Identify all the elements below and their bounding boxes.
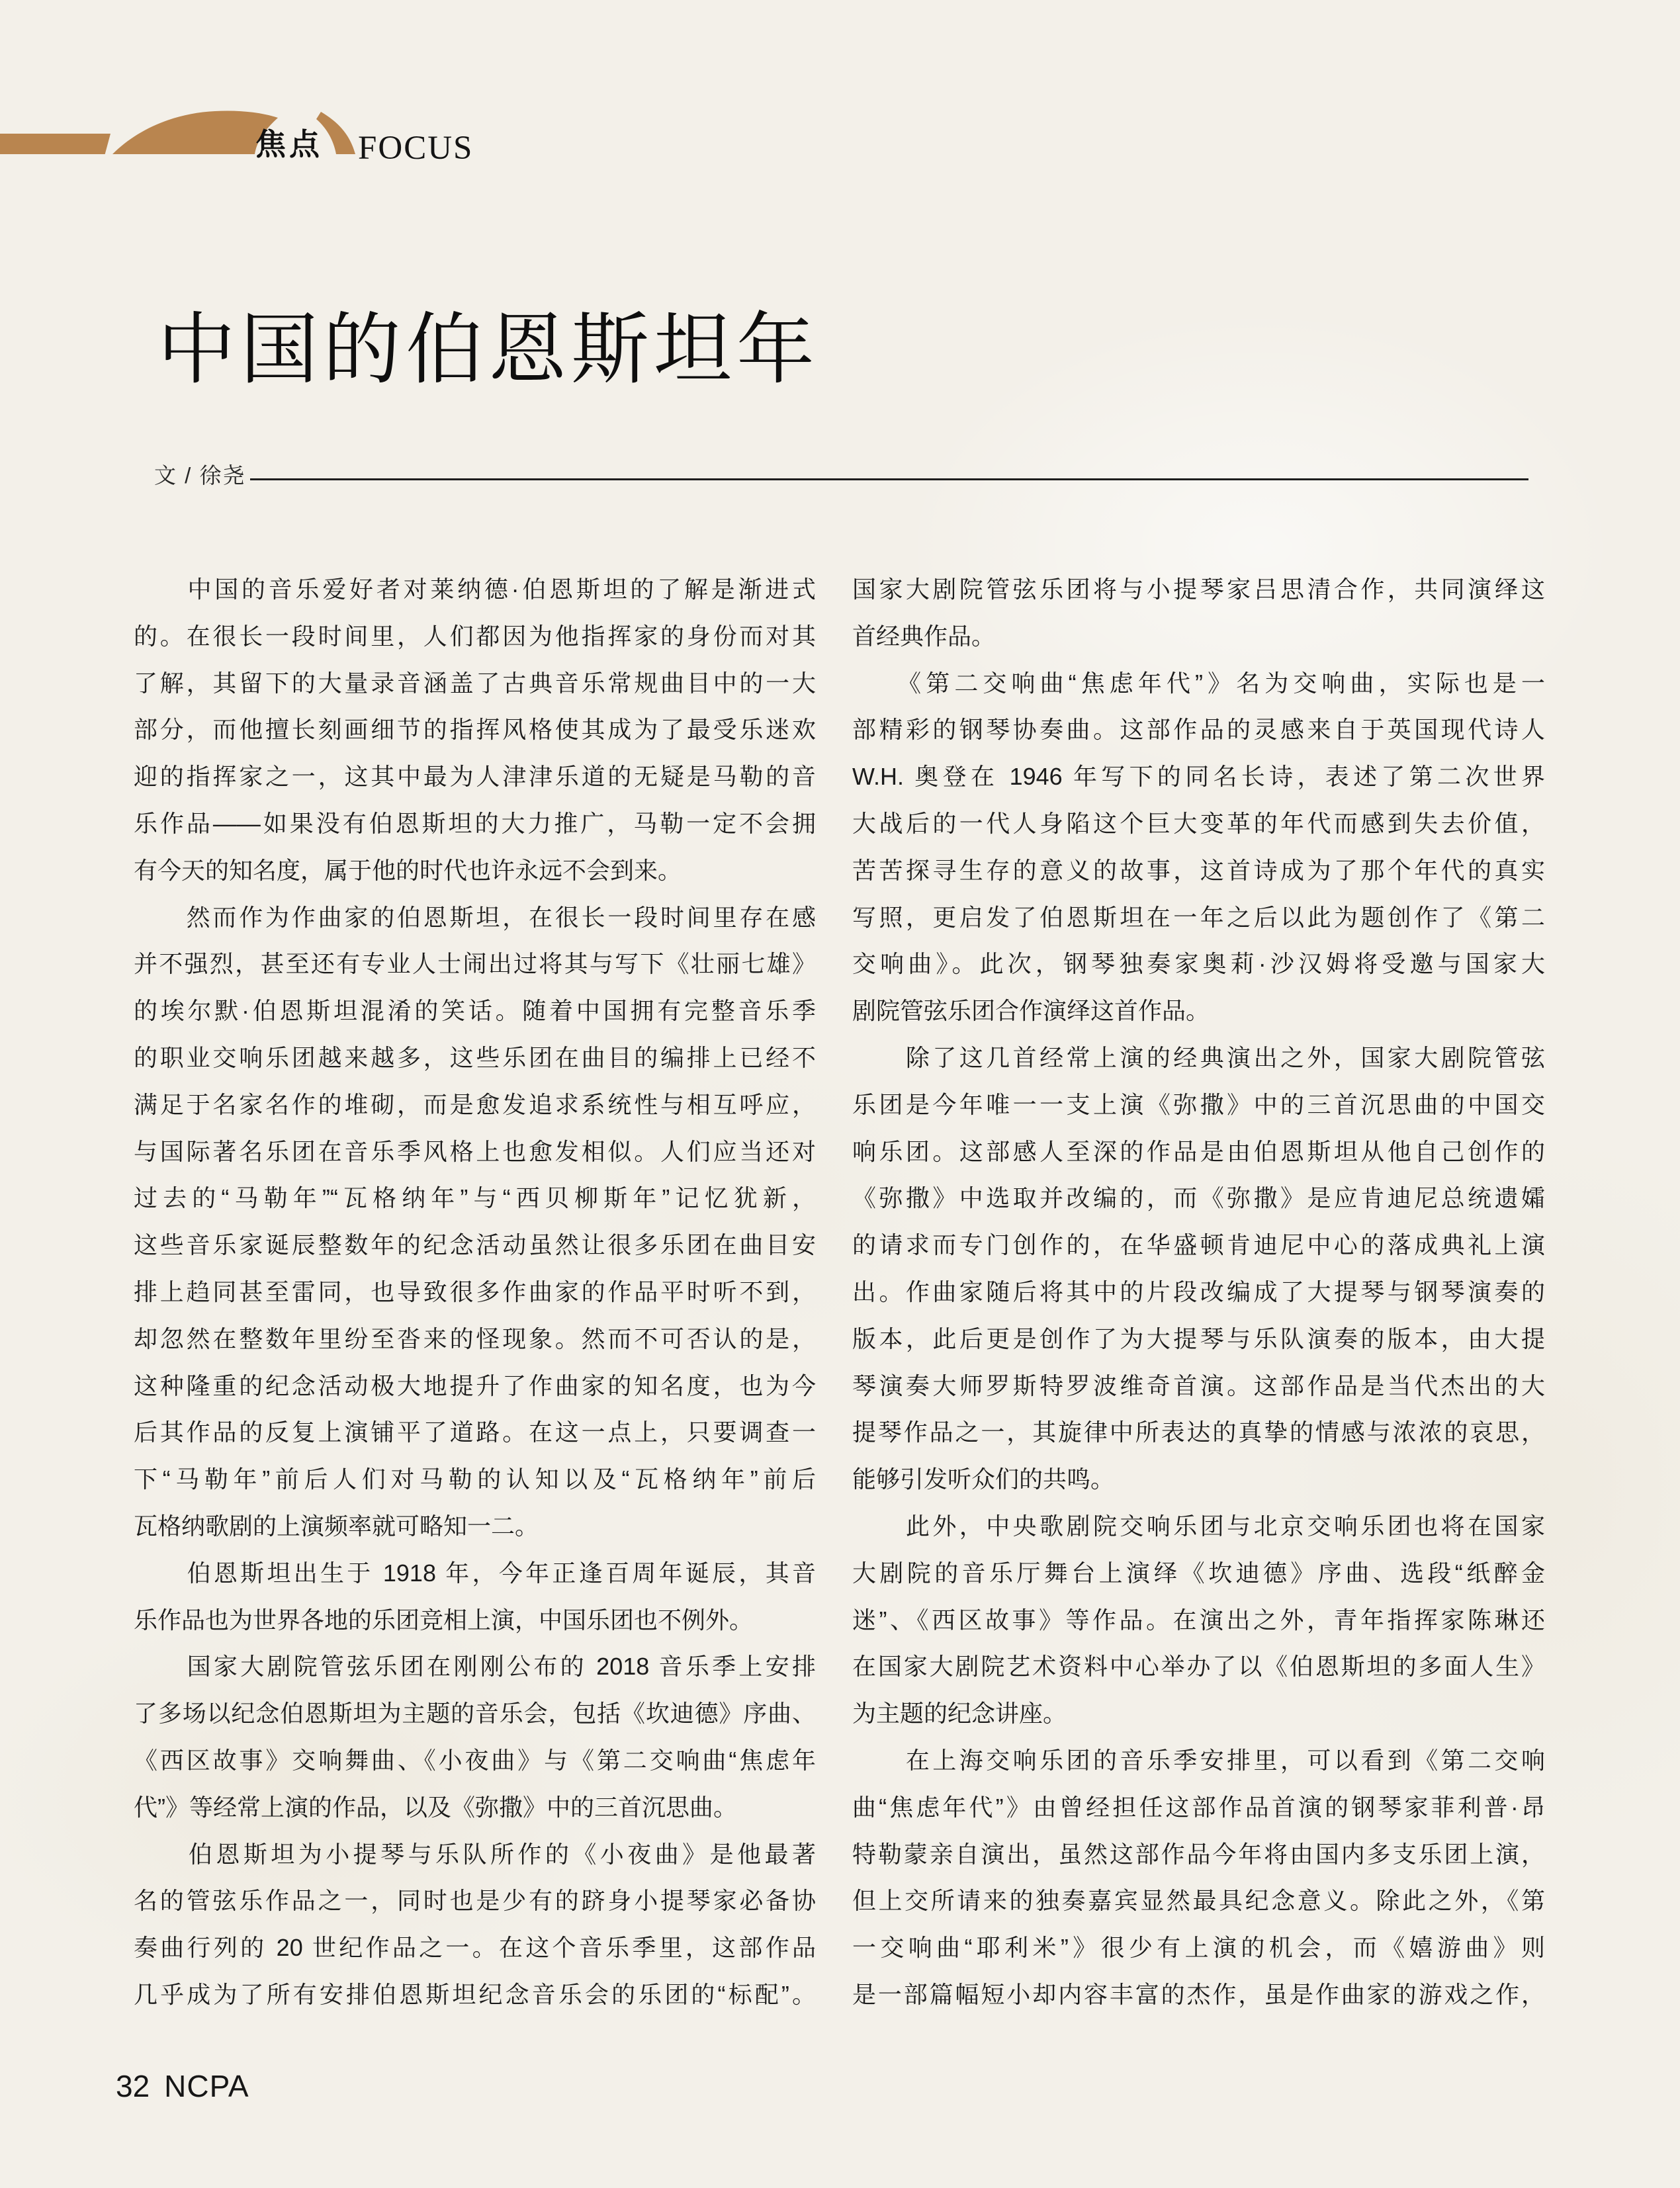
text-line: 《第二交响曲“焦虑年代”》名为交响曲，实际也是一	[852, 669, 1545, 697]
text-line: 奏曲行列的 20 世纪作品之一。在这个音乐季里，这部作品	[134, 1934, 816, 1962]
text-line: 却忽然在整数年里纷至沓来的怪现象。然而不可否认的是，	[134, 1325, 816, 1352]
text-line: 写照，更启发了伯恩斯坦在一年之后以此为题创作了《第二	[852, 903, 1545, 931]
text-line: 下“马勒年”前后人们对马勒的认知以及“瓦格纳年”前后	[134, 1466, 816, 1493]
text-line: 响乐团。这部感人至深的作品是由伯恩斯坦从他自己创作的	[852, 1137, 1545, 1165]
text-line: 交响曲》。此次，钢琴独奏家奥莉·沙汉姆将受邀与国家大	[852, 950, 1545, 978]
text-line: 伯恩斯坦为小提琴与乐队所作的《小夜曲》是他最著	[134, 1840, 816, 1868]
text-line: 几乎成为了所有安排伯恩斯坦纪念音乐会的乐团的“标配”。	[134, 1980, 816, 2008]
text-line: 是一部篇幅短小却内容丰富的杰作，虽是作曲家的游戏之作，	[852, 1980, 1545, 2008]
text-line: 出。作曲家随后将其中的片段改编成了大提琴与钢琴演奏的	[852, 1278, 1545, 1305]
text-line: 曲“焦虑年代”》由曾经担任这部作品首演的钢琴家菲利普·昂	[852, 1793, 1545, 1821]
text-line: 部精彩的钢琴协奏曲。这部作品的灵感来自于英国现代诗人	[852, 716, 1545, 744]
text-line: 的请求而专门创作的，在华盛顿肯迪尼中心的落成典礼上演	[852, 1231, 1545, 1259]
brand-label: NCPA	[164, 2069, 249, 2103]
text-line: 剧院管弦乐团合作演绎这首作品。	[852, 997, 1210, 1025]
text-line: 并不强烈，甚至还有专业人士闹出过将其与写下《壮丽七雄》	[134, 950, 816, 978]
text-line: 名的管弦乐作品之一，同时也是少有的跻身小提琴家必备协	[134, 1887, 816, 1915]
text-line: 过去的“马勒年”“瓦格纳年”与“西贝柳斯年”记忆犹新，	[134, 1184, 816, 1212]
page-footer	[116, 2071, 249, 2101]
section-title-zh: 焦点	[255, 127, 323, 161]
text-line: 迷”、《西区故事》等作品。在演出之外，青年指挥家陈琳还	[852, 1606, 1545, 1634]
text-line: 提琴作品之一，其旋律中所表达的真挚的情感与浓浓的哀思，	[852, 1419, 1545, 1446]
text-line: 在国家大剧院艺术资料中心举办了以《伯恩斯坦的多面人生》	[852, 1653, 1545, 1681]
text-line: 的埃尔默·伯恩斯坦混淆的笑话。随着中国拥有完整音乐季	[134, 997, 816, 1025]
text-line: 此外，中央歌剧院交响乐团与北京交响乐团也将在国家	[852, 1512, 1545, 1540]
text-line: 版本，此后更是创作了为大提琴与乐队演奏的版本，由大提	[852, 1325, 1545, 1352]
text-line: 乐作品——如果没有伯恩斯坦的大力推广，马勒一定不会拥	[134, 809, 816, 837]
header-accent-bar	[0, 134, 111, 154]
text-line: 满足于名家名作的堆砌，而是愈发追求系统性与相互呼应，	[134, 1090, 816, 1118]
text-line: 除了这几首经常上演的经典演出之外，国家大剧院管弦	[852, 1043, 1545, 1071]
text-line: 《西区故事》交响舞曲、《小夜曲》与《第二交响曲“焦虑年	[134, 1746, 816, 1774]
swoosh-arc-icon	[111, 110, 372, 155]
text-line: 在上海交响乐团的音乐季安排里，可以看到《第二交响	[852, 1746, 1545, 1774]
text-line: 大战后的一代人身陷这个巨大变革的年代而感到失去价值，	[852, 809, 1545, 837]
text-line: 有今天的知名度，属于他的时代也许永远不会到来。	[134, 856, 682, 884]
byline: 文 / 徐尧	[154, 463, 246, 488]
text-line: 能够引发听众们的共鸣。	[852, 1466, 1115, 1493]
text-line: W.H. 奥登在 1946 年写下的同名长诗，表述了第二次世界	[852, 763, 1545, 791]
byline-divider	[250, 478, 1528, 480]
text-line: 这种隆重的纪念活动极大地提升了作曲家的知名度，也为今	[134, 1372, 816, 1399]
text-line: 乐团是今年唯一一支上演《弥撒》中的三首沉思曲的中国交	[852, 1090, 1545, 1118]
text-line: 大剧院的音乐厅舞台上演绎《坎迪德》序曲、选段“纸醉金	[852, 1559, 1545, 1587]
text-line: 伯恩斯坦出生于 1918 年，今年正逢百周年诞辰，其音	[134, 1559, 816, 1587]
text-line: 一交响曲“耶利米”》很少有上演的机会，而《嬉游曲》则	[852, 1934, 1545, 1962]
text-line: 瓦格纳歌剧的上演频率就可略知一二。	[134, 1512, 539, 1540]
text-line: 为主题的纪念讲座。	[852, 1700, 1067, 1728]
text-line: 《弥撒》中选取并改编的，而《弥撒》是应肯迪尼总统遗孀	[852, 1184, 1545, 1212]
text-line: 与国际著名乐团在音乐季风格上也愈发相似。人们应当还对	[134, 1137, 816, 1165]
text-line: 中国的音乐爱好者对莱纳德·伯恩斯坦的了解是渐进式	[134, 576, 816, 603]
page-number: 32	[116, 2069, 150, 2103]
text-line: 的。在很长一段时间里，人们都因为他指挥家的身份而对其	[134, 622, 816, 650]
text-line: 的职业交响乐团越来越多，这些乐团在曲目的编排上已经不	[134, 1043, 816, 1071]
text-line: 首经典作品。	[852, 622, 996, 650]
text-line: 然而作为作曲家的伯恩斯坦，在很长一段时间里存在感	[134, 903, 816, 931]
text-line: 排上趋同甚至雷同，也导致很多作曲家的作品平时听不到，	[134, 1278, 816, 1305]
text-line: 代”》等经常上演的作品，以及《弥撒》中的三首沉思曲。	[134, 1793, 737, 1821]
text-line: 部分，而他擅长刻画细节的指挥风格使其成为了最受乐迷欢	[134, 716, 816, 744]
text-line: 特勒蒙亲自演出，虽然这部作品今年将由国内多支乐团上演，	[852, 1840, 1545, 1868]
text-line: 国家大剧院管弦乐团将与小提琴家吕思清合作，共同演绎这	[852, 576, 1545, 603]
text-line: 迎的指挥家之一，这其中最为人津津乐道的无疑是马勒的音	[134, 763, 816, 791]
section-title-en: FOCUS	[358, 130, 474, 167]
text-line: 乐作品也为世界各地的乐团竞相上演，中国乐团也不例外。	[134, 1606, 754, 1634]
text-line: 但上交所请来的独奏嘉宾显然最具纪念意义。除此之外，《第	[852, 1887, 1545, 1915]
article-column-left	[134, 566, 816, 2019]
page-title: 中国的伯恩斯坦年	[157, 307, 820, 394]
text-line: 苦苦探寻生存的意义的故事，这首诗成为了那个年代的真实	[852, 856, 1545, 884]
text-line: 国家大剧院管弦乐团在刚刚公布的 2018 音乐季上安排	[134, 1653, 816, 1681]
text-line: 了解，其留下的大量录音涵盖了古典音乐常规曲目中的一大	[134, 669, 816, 697]
text-line: 后其作品的反复上演铺平了道路。在这一点上，只要调查一	[134, 1419, 816, 1446]
text-line: 这些音乐家诞辰整数年的纪念活动虽然让很多乐团在曲目安	[134, 1231, 816, 1259]
text-line: 了多场以纪念伯恩斯坦为主题的音乐会，包括《坎迪德》序曲、	[134, 1700, 816, 1728]
article-column-right	[852, 566, 1545, 2019]
text-line: 琴演奏大师罗斯特罗波维奇首演。这部作品是当代杰出的大	[852, 1372, 1545, 1399]
